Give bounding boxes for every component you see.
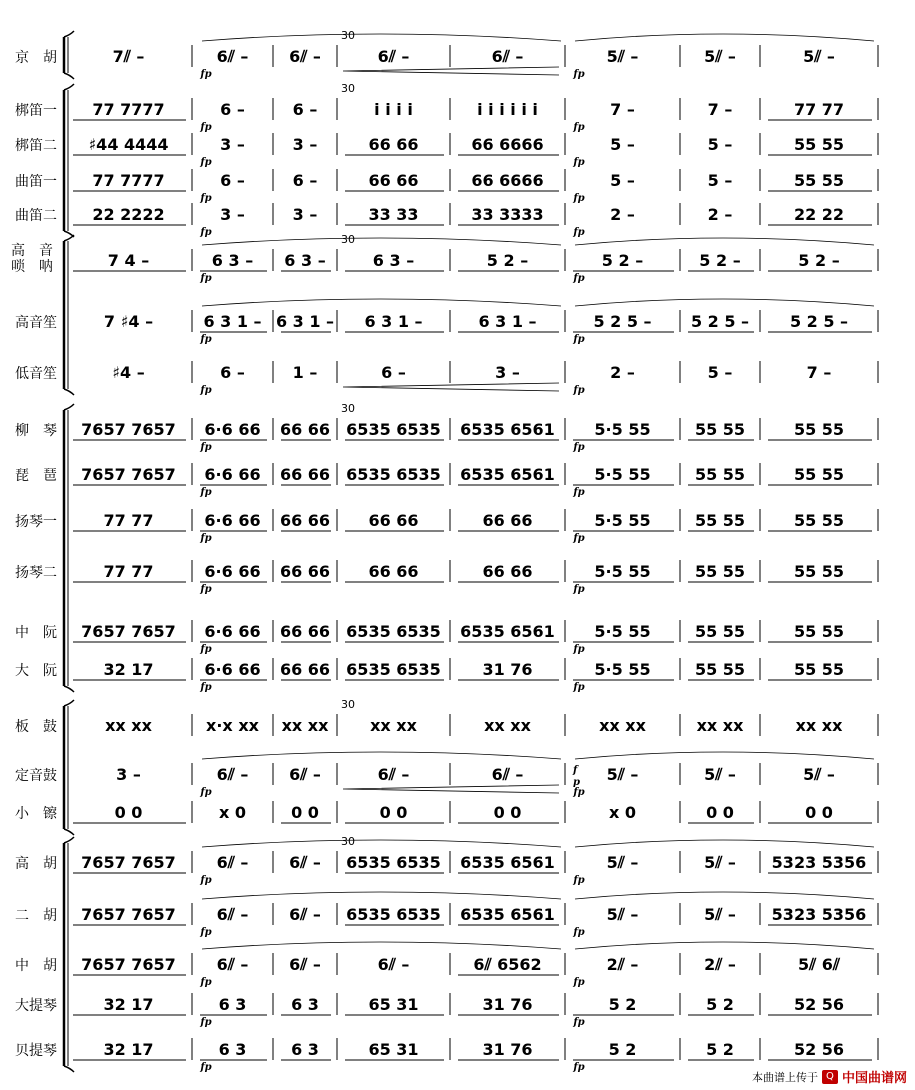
measure-number-30: 30	[341, 233, 355, 246]
measure-notes: 6 3 1 –	[478, 312, 537, 331]
instrument-name: 高 胡	[15, 856, 57, 872]
measure-notes: 66 6666	[471, 135, 544, 154]
tie-arc	[575, 942, 874, 949]
measure-notes: 0 0	[706, 803, 734, 822]
instrument-name-line-1: 高 音	[11, 243, 53, 259]
measure-notes: i i i i i i	[477, 100, 538, 119]
measure-notes: 55 55	[793, 660, 845, 679]
tie-arc	[575, 299, 874, 306]
bracket-group-6	[64, 837, 74, 1072]
measure-notes: x 0	[608, 803, 637, 822]
instrument-name: 扬琴一	[15, 514, 57, 530]
staff-row-9	[15, 418, 878, 453]
measure-notes: 31 76	[482, 995, 533, 1014]
dynamic-fp: fp	[573, 122, 585, 133]
measure-notes: 5·5 55	[594, 511, 651, 530]
measure-notes: 7 –	[610, 100, 635, 119]
measure-notes: 6⫽ –	[216, 47, 249, 66]
dynamic-fp: fp	[573, 273, 585, 284]
measure-notes: 5323 5356	[771, 905, 867, 924]
measure-notes: 6·6 66	[204, 420, 261, 439]
instrument-name-line-2: 唢 呐	[11, 259, 53, 275]
dynamic-fp: fp	[200, 385, 212, 396]
dynamic-fp: fp	[200, 787, 212, 798]
tie-arc	[202, 942, 561, 949]
measure-notes: 5 2	[608, 995, 637, 1014]
measure-notes: 5·5 55	[594, 622, 651, 641]
measure-notes: 55 55	[694, 562, 746, 581]
dynamic-fp: fp	[573, 487, 585, 498]
bracket-group-3	[64, 235, 74, 395]
measure-notes: x·x xx	[206, 716, 259, 735]
measure-notes: 77 77	[793, 100, 845, 119]
measure-notes: 66 66	[482, 511, 533, 530]
tie-arc	[202, 34, 561, 41]
measure-notes: 66 66	[279, 562, 331, 581]
tie-arc	[575, 840, 874, 847]
measure-notes: 5 2	[706, 995, 734, 1014]
measure-number-30: 30	[341, 835, 355, 848]
staff-row-22	[15, 1038, 878, 1073]
measure-notes: 3 –	[220, 135, 245, 154]
measure-notes: 6⫽ –	[491, 47, 524, 66]
measure-notes: 6535 6535	[346, 660, 441, 679]
bracket-group-1	[64, 31, 74, 79]
measure-notes: 66 66	[279, 465, 331, 484]
measure-notes: 6·6 66	[204, 511, 261, 530]
measure-notes: 5 –	[707, 171, 733, 190]
measure-notes: 66 66	[279, 622, 331, 641]
instrument-name: 曲笛一	[15, 174, 57, 190]
measure-notes: 3 –	[495, 363, 520, 382]
measure-notes: 5 2 –	[601, 251, 644, 270]
measure-notes: 5 2 –	[699, 251, 741, 270]
dynamic-fp: fp	[573, 442, 585, 453]
measure-notes: 0 0	[114, 803, 143, 822]
measure-notes: 55 55	[694, 420, 746, 439]
measure-number-30: 30	[341, 82, 355, 95]
measure-notes: 2 –	[707, 205, 733, 224]
dynamic-fp: fp	[200, 227, 212, 238]
dynamic-fp: fp	[200, 682, 212, 693]
measure-notes: 6 –	[220, 363, 245, 382]
measure-notes: 33 33	[368, 205, 419, 224]
measure-notes: 32 17	[103, 660, 154, 679]
measure-notes: 22 2222	[92, 205, 165, 224]
instrument-name: 高音笙	[15, 315, 57, 331]
measure-notes: 6⫽ –	[491, 765, 524, 784]
measure-notes: xx xx	[484, 716, 531, 735]
dynamic-fp: fp	[573, 682, 585, 693]
dynamic-fp: fp	[573, 584, 585, 595]
measure-notes: 6535 6535	[346, 905, 441, 924]
measure-notes: 32 17	[103, 1040, 154, 1059]
measure-notes: 6⫽ –	[377, 47, 410, 66]
measure-notes: 66 66	[368, 171, 419, 190]
bracket-group-5	[64, 700, 74, 835]
measure-notes: 6 3 1 –	[203, 312, 262, 331]
measure-notes: 7657 7657	[81, 905, 176, 924]
measure-notes: i i i i	[374, 100, 413, 119]
tie-arc	[575, 892, 874, 899]
site-logo-icon: Q	[822, 1070, 838, 1084]
measure-notes: 0 0	[805, 803, 833, 822]
measure-notes: 5⫽ –	[606, 853, 639, 872]
dynamic-fp: fp	[573, 644, 585, 655]
measure-notes: 55 55	[793, 622, 845, 641]
measure-notes: 66 66	[279, 420, 331, 439]
measure-notes: 5·5 55	[594, 562, 651, 581]
measure-notes: 2⫽ –	[606, 955, 639, 974]
measure-notes: 6 3 –	[211, 251, 254, 270]
staff-row-8	[15, 361, 878, 396]
measure-notes: 55 55	[793, 562, 845, 581]
measure-notes: 5⫽ –	[704, 47, 736, 66]
dynamic-fp: fp	[573, 1062, 585, 1073]
measure-notes: 6 3	[291, 1040, 319, 1059]
measure-notes: 2 –	[610, 205, 635, 224]
measure-notes: 77 77	[103, 562, 154, 581]
staff-row-5	[15, 203, 878, 238]
tie-arc	[575, 238, 874, 245]
measure-notes: 5 2 –	[486, 251, 529, 270]
dynamic-fp: fp	[200, 584, 212, 595]
measure-notes: xx xx	[281, 716, 329, 735]
measure-notes: 5⫽ –	[606, 765, 639, 784]
measure-notes: 5⫽ –	[704, 905, 736, 924]
measure-notes: 5⫽ –	[606, 905, 639, 924]
instrument-name: 小 镲	[15, 806, 57, 822]
measure-notes: 3 –	[292, 135, 318, 154]
measure-notes: 6·6 66	[204, 465, 261, 484]
staff-row-12	[15, 560, 878, 595]
dynamic-fp: fp	[200, 193, 212, 204]
measure-notes: 2⫽ –	[704, 955, 736, 974]
measure-notes: 6 3	[218, 995, 247, 1014]
crescendo-hairpin	[343, 785, 559, 793]
dynamic-fp: fp	[200, 157, 212, 168]
measure-notes: 65 31	[368, 1040, 419, 1059]
dynamic-fp: fp	[573, 927, 585, 938]
instrument-name: 扬琴二	[15, 565, 57, 581]
measure-notes: 5⫽ –	[704, 765, 736, 784]
measure-notes: 55 55	[694, 465, 746, 484]
instrument-name: 中 胡	[15, 958, 57, 974]
measure-notes: 6535 6561	[460, 622, 555, 641]
measure-notes: 6 3	[291, 995, 319, 1014]
measure-notes: xx xx	[696, 716, 744, 735]
measure-notes: 2 –	[610, 363, 635, 382]
measure-notes: 6 3 1 –	[364, 312, 423, 331]
staff-row-4	[15, 169, 878, 204]
measure-notes: 5⫽ –	[606, 47, 639, 66]
staff-row-21	[15, 993, 878, 1028]
measure-notes: 7657 7657	[81, 955, 176, 974]
upload-text: 本曲谱上传于	[751, 1070, 818, 1084]
dynamic-fp: fp	[573, 977, 585, 988]
bracket-group-2	[64, 84, 74, 237]
measure-notes: 66 66	[279, 660, 331, 679]
staff-row-18	[15, 840, 878, 886]
measure-notes: 66 66	[368, 511, 419, 530]
dynamic-fp: fp	[200, 1017, 212, 1028]
measure-notes: 5·5 55	[594, 420, 651, 439]
measure-notes: 6⫽ –	[216, 955, 249, 974]
instrument-name: 中 阮	[15, 625, 57, 641]
measure-notes: 55 55	[694, 660, 746, 679]
measure-notes: 6⫽ –	[289, 905, 321, 924]
measure-notes: 55 55	[793, 420, 845, 439]
instrument-name: 梆笛二	[15, 138, 57, 154]
measure-notes: 5323 5356	[771, 853, 867, 872]
staff-row-15	[15, 714, 878, 736]
staff-row-10	[15, 463, 878, 498]
dynamic-fp: fp	[200, 442, 212, 453]
measure-notes: 6 3 –	[284, 251, 326, 270]
measure-notes: 5⫽ –	[704, 853, 736, 872]
tie-arc	[202, 840, 561, 847]
measure-notes: 5·5 55	[594, 465, 651, 484]
measure-notes: 6⫽ –	[377, 765, 410, 784]
measure-notes: 7657 7657	[81, 465, 176, 484]
measure-notes: 0 0	[379, 803, 408, 822]
dynamic-fp: fp	[200, 644, 212, 655]
tie-arc	[575, 752, 874, 759]
measure-notes: 6535 6561	[460, 420, 555, 439]
measure-notes: 7 ♯4 –	[103, 312, 154, 331]
measure-notes: 6 3 1 –	[275, 312, 335, 331]
instrument-name: 梆笛一	[15, 103, 57, 119]
measure-notes: 6535 6535	[346, 853, 441, 872]
measure-notes: 5 –	[707, 363, 733, 382]
dynamic-fp: fp	[200, 273, 212, 284]
dynamic-p: p	[573, 777, 580, 788]
measure-notes: 6535 6535	[346, 465, 441, 484]
measure-notes: 5 2 5 –	[690, 312, 750, 331]
measure-notes: 77 7777	[92, 100, 165, 119]
measure-notes: 52 56	[793, 1040, 845, 1059]
measure-notes: 6 –	[220, 100, 245, 119]
measure-notes: ♯44 4444	[88, 135, 169, 154]
measure-notes: 6 3 –	[372, 251, 415, 270]
measure-notes: 31 76	[482, 1040, 533, 1059]
measure-notes: 6⫽ –	[216, 853, 249, 872]
staff-row-14	[15, 658, 878, 693]
measure-notes: xx xx	[599, 716, 646, 735]
measure-notes: 6 –	[292, 171, 318, 190]
instrument-name: 贝提琴	[15, 1043, 57, 1059]
tie-arc	[202, 752, 561, 759]
staff-row-6	[11, 238, 878, 284]
tie-arc	[575, 34, 874, 41]
footer-watermark	[752, 1067, 907, 1086]
measure-notes: 5 –	[610, 171, 635, 190]
staff-row-17	[15, 801, 878, 823]
measure-notes: 31 76	[482, 660, 533, 679]
dynamic-fp: fp	[200, 927, 212, 938]
measure-notes: 55 55	[793, 171, 845, 190]
dynamic-fp: fp	[573, 69, 585, 80]
tie-arc	[202, 299, 561, 306]
crescendo-hairpin	[343, 67, 559, 75]
staff-row-1	[15, 34, 878, 80]
measure-notes: 66 6666	[471, 171, 544, 190]
measure-notes: 6⫽ –	[216, 905, 249, 924]
measure-notes: 66 66	[279, 511, 331, 530]
bracket-group-4	[64, 404, 74, 692]
dynamic-fp: fp	[573, 157, 585, 168]
instrument-name: 大 阮	[15, 663, 57, 679]
measure-notes: 6⫽ –	[216, 765, 249, 784]
measure-notes: 3 –	[116, 765, 141, 784]
measure-notes: 5⫽ 6⫽	[797, 955, 841, 974]
measure-notes: 1 –	[292, 363, 318, 382]
measure-notes: xx xx	[370, 716, 417, 735]
measure-notes: 55 55	[793, 135, 845, 154]
instrument-name: 大提琴	[15, 998, 57, 1014]
dynamic-fp: fp	[200, 533, 212, 544]
measure-notes: 5 2	[706, 1040, 734, 1059]
dynamic-fp: fp	[200, 977, 212, 988]
staff-row-7	[15, 299, 878, 345]
dynamic-fp: fp	[200, 875, 212, 886]
tie-arc	[202, 238, 561, 245]
site-name: 中国曲谱网	[841, 1071, 907, 1086]
dynamic-fp: fp	[200, 334, 212, 345]
measure-notes: 66 66	[368, 562, 419, 581]
measure-notes: 65 31	[368, 995, 419, 1014]
measure-number-30: 30	[341, 29, 355, 42]
measure-number-30: 30	[341, 698, 355, 711]
measure-notes: 6 –	[381, 363, 406, 382]
measure-notes: 6⫽ –	[289, 47, 321, 66]
instrument-name: 京 胡	[15, 50, 57, 66]
measure-notes: 6⫽ –	[289, 765, 321, 784]
measure-notes: 5 –	[707, 135, 733, 154]
measure-notes: 6⫽ –	[289, 955, 321, 974]
measure-notes: 6 –	[220, 171, 245, 190]
staff-row-11	[15, 509, 878, 544]
instrument-name: 曲笛二	[15, 208, 57, 224]
measure-notes: 5⫽ –	[803, 765, 835, 784]
dynamic-f: f	[573, 765, 578, 776]
staff-row-16	[15, 752, 878, 798]
measure-notes: 6⫽ 6562	[473, 955, 542, 974]
measure-notes: 6535 6535	[346, 420, 441, 439]
instrument-name: 二 胡	[15, 908, 57, 924]
measure-notes: 5 2 5 –	[789, 312, 849, 331]
instrument-name: 琵 琶	[15, 468, 57, 484]
measure-notes: 55 55	[694, 622, 746, 641]
measure-notes: 6⫽ –	[289, 853, 321, 872]
measure-notes: 7657 7657	[81, 420, 176, 439]
measure-notes: 6⫽ –	[377, 955, 410, 974]
dynamic-fp: fp	[200, 69, 212, 80]
measure-notes: 77 77	[103, 511, 154, 530]
measure-notes: 33 3333	[471, 205, 544, 224]
measure-notes: 5⫽ –	[803, 47, 835, 66]
instrument-name: 低音笙	[15, 366, 57, 382]
measure-notes: 6·6 66	[204, 562, 261, 581]
measure-notes: 22 22	[793, 205, 845, 224]
measure-notes: 66 66	[368, 135, 419, 154]
measure-notes: 6535 6561	[460, 465, 555, 484]
staff-row-2	[15, 98, 878, 133]
measure-notes: x 0	[218, 803, 247, 822]
measure-notes: xx xx	[105, 716, 152, 735]
measure-notes: 55 55	[694, 511, 746, 530]
dynamic-fp: fp	[573, 787, 585, 798]
measure-notes: 6 –	[292, 100, 318, 119]
measure-notes: 6·6 66	[204, 622, 261, 641]
instrument-name: 板 鼓	[15, 719, 57, 735]
measure-notes: 5 2 –	[798, 251, 840, 270]
measure-notes: 6·6 66	[204, 660, 261, 679]
dynamic-fp: fp	[200, 487, 212, 498]
measure-notes: 3 –	[220, 205, 245, 224]
staff-row-3	[15, 133, 878, 168]
instrument-name: 柳 琴	[15, 423, 57, 439]
measure-notes: 55 55	[793, 511, 845, 530]
staff-row-20	[15, 942, 878, 988]
dynamic-fp: fp	[573, 875, 585, 886]
measure-notes: 5 –	[610, 135, 635, 154]
measure-notes: 7 4 –	[107, 251, 150, 270]
staff-row-19	[15, 892, 878, 938]
dynamic-fp: fp	[573, 227, 585, 238]
measure-notes: 52 56	[793, 995, 845, 1014]
measure-notes: 5 2 5 –	[593, 312, 652, 331]
measure-notes: 6535 6561	[460, 853, 555, 872]
measure-notes: 6535 6561	[460, 905, 555, 924]
tie-arc	[202, 892, 561, 899]
staff-row-13	[15, 620, 878, 655]
measure-notes: 66 66	[482, 562, 533, 581]
measure-number-30: 30	[341, 402, 355, 415]
dynamic-fp: fp	[200, 1062, 212, 1073]
dynamic-fp: fp	[573, 533, 585, 544]
measure-notes: 7657 7657	[81, 853, 176, 872]
dynamic-fp: fp	[573, 1017, 585, 1028]
measure-notes: xx xx	[795, 716, 843, 735]
measure-notes: 77 7777	[92, 171, 165, 190]
dynamic-fp: fp	[573, 193, 585, 204]
dynamic-fp: fp	[200, 122, 212, 133]
measure-notes: 7⫽ –	[112, 47, 145, 66]
measure-notes: 0 0	[493, 803, 522, 822]
measure-notes: 5·5 55	[594, 660, 651, 679]
instrument-name: 定音鼓	[15, 768, 57, 784]
measure-notes: 55 55	[793, 465, 845, 484]
measure-notes: 5 2	[608, 1040, 637, 1059]
measure-notes: 7 –	[707, 100, 733, 119]
measure-notes: 6 3	[218, 1040, 247, 1059]
measure-notes: 7 –	[806, 363, 832, 382]
measure-notes: 0 0	[291, 803, 319, 822]
measure-notes: 7657 7657	[81, 622, 176, 641]
measure-notes: 32 17	[103, 995, 154, 1014]
measure-notes: 6535 6535	[346, 622, 441, 641]
dynamic-fp: fp	[573, 334, 585, 345]
dynamic-fp: fp	[573, 385, 585, 396]
measure-notes: 3 –	[292, 205, 318, 224]
crescendo-hairpin	[343, 383, 559, 391]
measure-notes: ♯4 –	[112, 363, 145, 382]
